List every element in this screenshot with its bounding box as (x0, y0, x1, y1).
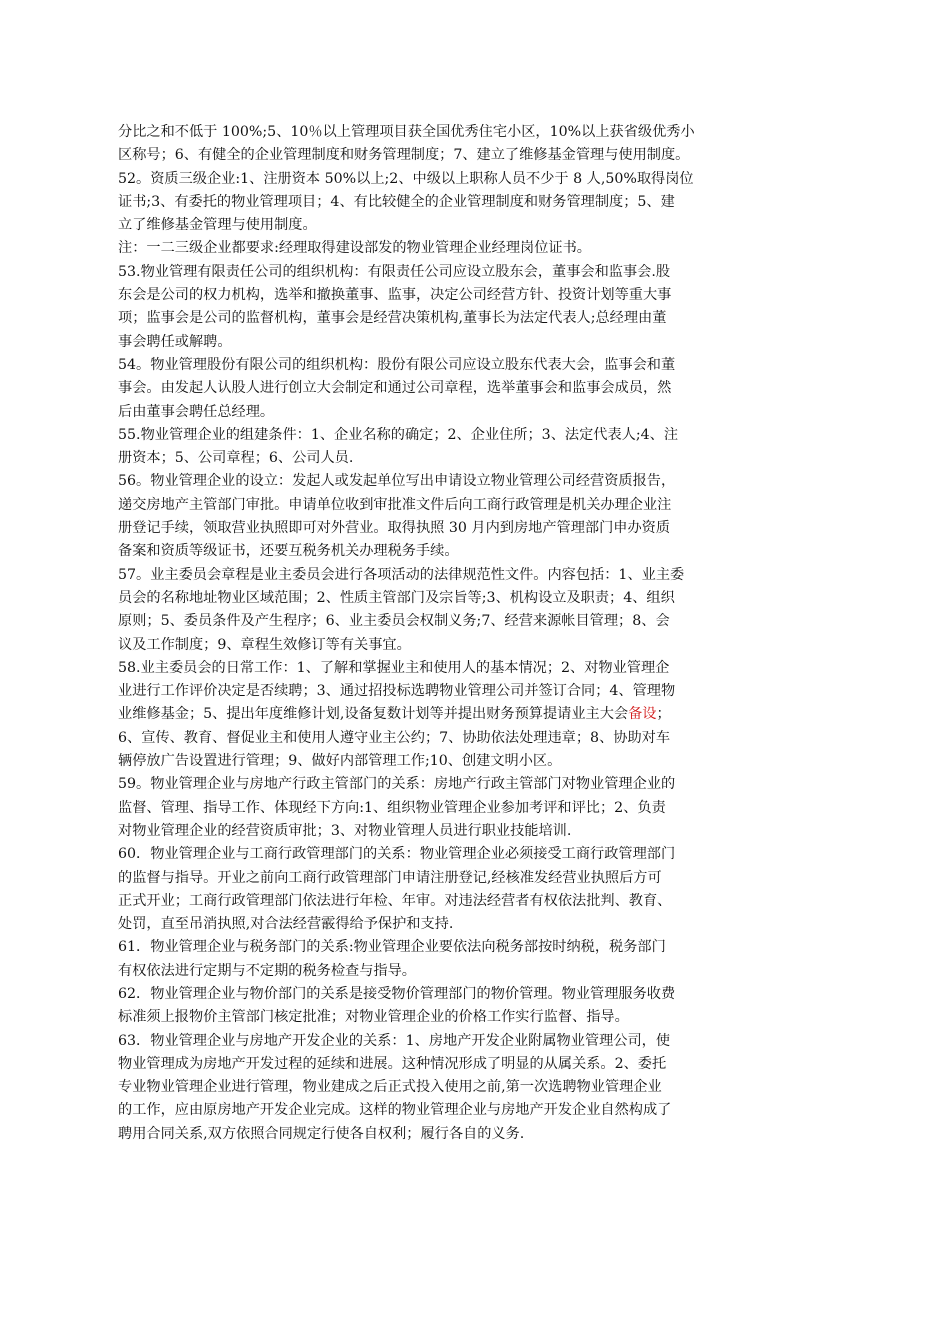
text-line: 52。资质三级企业:1、注册资本 50%以上;2、中级以上职称人员不少于 8 人,50%取得岗位 (118, 170, 694, 187)
text-line: 标准须上报物价主管部门核定批准；对物业管理企业的价格工作实行监督、指导。 (118, 1009, 629, 1026)
text-line: 区称号；6、有健全的企业管理制度和财务管理制度；7、建立了维修基金管理与使用制度。 (118, 147, 690, 164)
text-line: 对物业管理企业的经营资质审批；3、对物业管理人员进行职业技能培训. (118, 822, 572, 839)
text-line: 项；监事会是公司的监督机构，董事会是经营决策机构,董事长为法定代表人;总经理由董 (118, 310, 667, 327)
text-line: 递交房地产主管部门审批。申请单位收到审批准文件后向工商行政管理是机关办理企业注 (118, 496, 672, 513)
text-line: 63．物业管理企业与房地产开发企业的关系：1、房地产开发企业附属物业管理公司，使 (118, 1032, 671, 1049)
text-line: 聘用合同关系,双方依照合同规定行使各自权利；履行各自的义务. (118, 1125, 525, 1142)
text-line: 53.物业管理有限责任公司的组织机构：有限责任公司应设立股东会，董事会和监事会.股 (118, 263, 671, 280)
text-line: 55.物业管理企业的组建条件：1、企业名称的确定；2、企业住所；3、法定代表人;4、注 (118, 426, 679, 443)
text-line: 有权依法进行定期与不定期的税务检查与指导。 (118, 962, 416, 979)
text-line: 证书;3、有委托的物业管理项目；4、有比较健全的企业管理制度和财务管理制度；5、建 (118, 193, 675, 210)
text-line: 东会是公司的权力机构，选举和撤换董事、监事，决定公司经营方针、投资计划等重大事 (118, 287, 672, 304)
text-line: 议及工作制度；9、章程生效修订等有关事宜。 (118, 636, 411, 653)
text-line: 6、宣传、教育、督促业主和使用人遵守业主公约；7、协助依法处理违章；8、协助对车 (118, 729, 671, 746)
text-line: 事会。由发起人认股人进行创立大会制定和通过公司章程，选举董事会和监事会成员，然 (118, 380, 672, 397)
text-line: 专业物业管理企业进行管理，物业建成之后正式投入使用之前,第一次选聘物业管理企业 (118, 1079, 662, 1096)
text-line: 分比之和不低于 100%;5、10％以上管理项目获全国优秀住宅小区，10%以上获省级优秀小 (118, 124, 695, 140)
text-line: 立了维修基金管理与使用制度。 (118, 217, 317, 234)
text-line: 处罚，直至吊消执照,对合法经营霰得给予保护和支持. (118, 916, 454, 933)
text-line: 正式开业；工商行政管理部门依法进行年检、年审。对违法经营者有权依法批判、教育、 (118, 892, 672, 909)
text-line: 业进行工作评价决定是否续聘；3、通过招投标选聘物业管理公司并签订合同；4、管理物 (118, 683, 676, 700)
text-line: 54。物业管理股份有限公司的组织机构：股份有限公司应设立股东代表大会，监事会和董 (118, 356, 676, 373)
text-line: 物业管理成为房地产开发过程的延续和进展。这种情况形成了明显的从属关系。2、委托 (118, 1055, 667, 1072)
text-segment: ； (656, 706, 671, 723)
text-line: 册登记手续，领取营业执照即可对外营业。取得执照 30 月内到房地产管理部门申办资质 (118, 520, 671, 537)
text-line: 原则；5、委员条件及产生程序；6、业主委员会权制义务;7、经营来源帐目管理；8、会 (118, 613, 670, 630)
text-line: 60．物业管理企业与工商行政管理部门的关系：物业管理企业必须接受工商行政管理部门 (118, 846, 676, 863)
text-line: 57。业主委员会章程是业主委员会进行各项活动的法律规范性文件。内容包括：1、业主委 (118, 566, 685, 583)
text-line: 册资本；5、公司章程；6、公司人员. (118, 450, 354, 467)
text-line: 辆停放广告设置进行管理；9、做好内部管理工作;10、创建文明小区。 (118, 753, 562, 770)
text-line: 56。物业管理企业的设立：发起人或发起单位写出申请设立物业管理公司经营资质报告， (118, 473, 676, 490)
text-line: 62．物业管理企业与物价部门的关系是接受物价管理部门的物价管理。物业管理服务收费 (118, 985, 676, 1002)
text-line: 注：一二三级企业都要求:经理取得建设部发的物业管理企业经理岗位证书。 (118, 240, 591, 257)
text-line-with-highlight (118, 703, 812, 726)
text-line: 的工作，应由原房地产开发企业完成。这样的物业管理企业与房地产开发企业自然构成了 (118, 1102, 672, 1119)
text-line: 后由董事会聘任总经理。 (118, 403, 275, 420)
text-line: 61．物业管理企业与税务部门的关系:物业管理企业要依法向税务部按时纳税，税务部门 (118, 939, 666, 956)
text-line: 58.业主委员会的日常工作：1、了解和掌握业主和使用人的基本情况；2、对物业管理企 (118, 659, 670, 676)
highlighted-text: 备设 (628, 706, 657, 723)
text-segment: 业维修基金；5、提出年度维修计划,设备复数计划等并提出财务预算提请业主大会 (118, 706, 629, 723)
text-line: 59。物业管理企业与房地产行政主管部门的关系：房地产行政主管部门对物业管理企业的 (118, 776, 676, 793)
text-line: 监督、管理、指导工作、体现经下方向:1、组织物业管理企业参加考评和评比；2、负责 (118, 799, 666, 816)
text-line: 员会的名称地址物业区域范围；2、性质主管部门及宗旨等;3、机构设立及职责；4、组织 (118, 589, 675, 606)
text-line: 事会聘任或解聘。 (118, 333, 232, 350)
text-line: 的监督与指导。开业之前向工商行政管理部门申请注册登记,经核准发经营业执照后方可 (118, 869, 662, 886)
document-body (118, 121, 812, 1146)
text-line: 备案和资质等级证书，还要互税务机关办理税务手续。 (118, 543, 459, 560)
